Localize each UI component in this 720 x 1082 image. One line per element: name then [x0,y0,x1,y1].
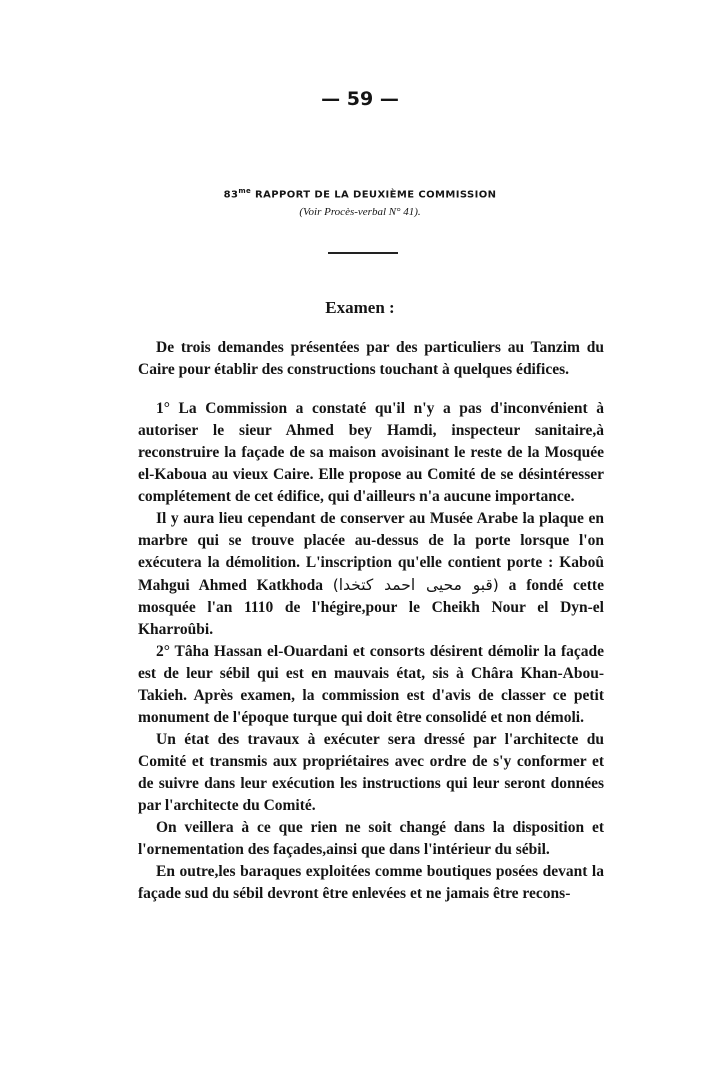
paragraph-3: 2° Tâha Hassan el-Ouardani et consorts désirent démolir la façade est de leur sébil qui est en mauvais état, sis à Châra Khan-Abou-Takieh. Après examen, la commission est d'avis de classer ce petit monument de l'époque turque qui doit être consolidé et non démoli. [138,643,604,726]
paragraph-6: En outre,les baraques exploitées comme boutiques posées devant la façade sud du sébil devront être enlevées et ne jamais être recons- [138,863,604,902]
intro-paragraph: De trois demandes présentées par des particuliers au Tanzim du Caire pour établir des constructions touchant à quelques édifices. [138,339,604,378]
paragraph-2-part-1: Il y aura lieu cependant de conserver au Musée Arabe la plaque en marbre qui se trouve placée au-dessus de la porte lorsque l'on exécutera la démolition. L'inscription qu'elle contient porte : Kaboû Mahgui Ahmed Katkhoda [138,510,604,594]
paragraph-1: 1° La Commission a constaté qu'il n'y a pas d'inconvénient à autoriser le sieur Ahmed bey Hamdi, inspecteur sanitaire,à reconstruire la façade de sa maison avoisinant le reste de la Mosquée el-Kaboua au vieux Caire. Elle propose au Comité de se désintéresser complétement de cet édifice, qui d'ailleurs n'a aucune importance. [138,400,604,505]
proces-verbal-reference: (Voir Procès-verbal N° 41). [299,206,421,218]
main-text [138,398,604,905]
report-heading-superscript: me [238,187,252,195]
intro-block [138,337,604,381]
paragraph-2 [138,508,604,641]
paragraph-5: On veillera à ce que rien ne soit changé dans la disposition et l'ornementation des façades,ainsi que dans l'intérieur du sébil. [138,819,604,858]
section-title: Examen : [325,298,395,317]
report-heading [0,187,720,200]
page-number: — 59 — [321,88,399,110]
report-heading-text: RAPPORT DE LA DEUXIÈME COMMISSION [251,189,497,201]
arabic-inscription: (قبو محيى احمد كتخدا) [332,576,499,594]
paragraph-4: Un état des travaux à exécuter sera dressé par l'architecte du Comité et transmis aux propriétaires avec ordre de s'y conformer et de suivre dans leur exécution les instructions qui leur seront données par l'architecte du Comité. [138,731,604,814]
paragraph-2-part-2: a fondé cette mosquée l'an 1110 de l'hégire,pour le Cheikh Nour el Dyn-el Kharroûbi. [138,577,604,638]
report-heading-number: 83 [223,189,239,201]
divider-rule [328,252,398,254]
